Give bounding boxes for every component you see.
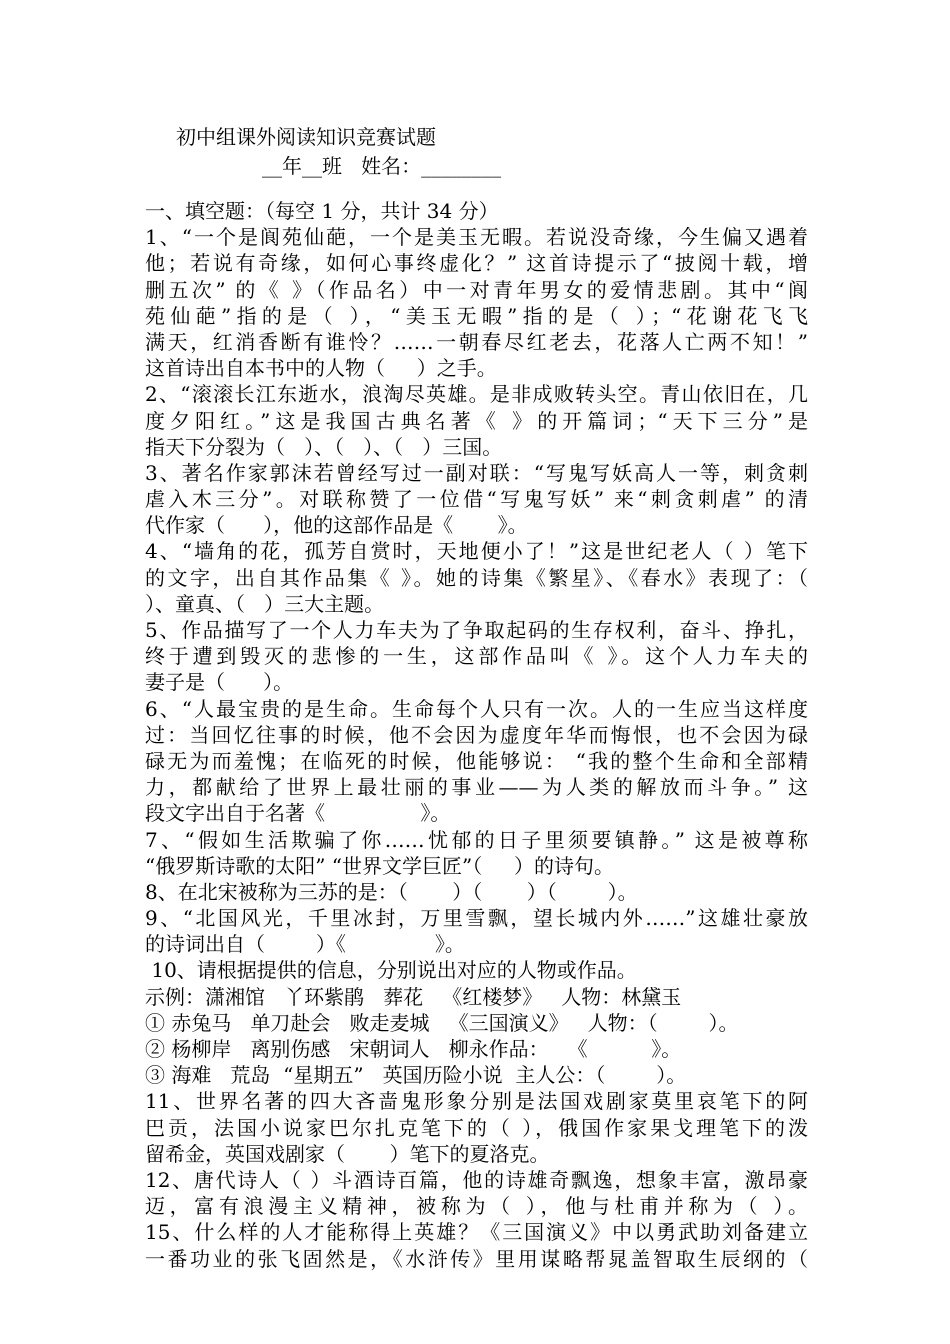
text-line: 巴贡，法国小说家巴尔扎克笔下的（ ），俄国作家果戈理笔下的泼 <box>145 1115 808 1140</box>
text-line: 9、“北国风光，千里冰封，万里雪飘，望长城内外……”这雄壮豪放 <box>145 906 808 931</box>
text-line: 碌无为而羞愧；在临死的时候，他能够说： “我的整个生命和全部精 <box>145 748 808 773</box>
text-line: 度夕阳红。”这是我国古典名著《 》的开篇词；“天下三分”是 <box>145 408 808 433</box>
text-line: 留希金，英国戏剧家（ ）笔下的夏洛克。 <box>145 1141 550 1166</box>
text-line: 指天下分裂为（ ）、（ ）、（ ）三国。 <box>145 434 503 459</box>
text-line: ③ 海难 荒岛 “星期五” 英国历险小说 主人公：（ ）。 <box>145 1063 687 1088</box>
text-line: 删五次” 的《 》（作品名）中一对青年男女的爱情悲剧。其中“阆 <box>145 277 808 302</box>
text-line: 4、“墙角的花，孤芳自赏时，天地便小了！”这是世纪老人（ ）笔下 <box>145 539 808 564</box>
text-line: “俄罗斯诗歌的太阳” “世界文学巨匠”（ ）的诗句。 <box>145 853 615 878</box>
text-line: 过：当回忆往事的时候，他不会因为虚度年华而悔恨，也不会因为碌 <box>145 722 808 747</box>
text-line: 段文字出自于名著《 》。 <box>145 801 451 826</box>
text-line: ② 杨柳岸 离别伤感 宋朝词人 柳永作品： 《 》。 <box>145 1037 682 1061</box>
text-line: 11、世界名著的四大吝啬鬼形象分别是法国戏剧家莫里哀笔下的阿 <box>145 1089 808 1114</box>
class-name-line: __年__班 姓名：________ <box>262 154 502 178</box>
text-line: ① 赤兔马 单刀赴会 败走麦城 《三国演义》 人物：（ ）。 <box>145 1010 739 1035</box>
text-line: 这首诗出自本书中的人物（ ）之手。 <box>145 356 497 381</box>
text-line: 8、在北宋被称为三苏的是：（ ）（ ）（ ）。 <box>145 879 638 904</box>
text-line: 12、唐代诗人（ ）斗酒诗百篇，他的诗雄奇飘逸，想象丰富，激昂豪 <box>145 1167 808 1192</box>
text-line: 代作家（ ），他的这部作品是《 》。 <box>145 513 528 538</box>
text-line: 虐入木三分”。对联称赞了一位借“写鬼写妖” 来“刺贪刺虐” 的清 <box>145 487 808 512</box>
text-line: 示例：潇湘馆 丫环紫鹃 葬花 《红楼梦》 人物：林黛玉 <box>145 984 682 1009</box>
question-body <box>145 198 808 1272</box>
text-line: 3、著名作家郭沫若曾经写过一副对联：“写鬼写妖高人一等，刺贪刺 <box>145 460 808 485</box>
text-line: 一番功业的张飞固然是，《水浒传》里用谋略帮晁盖智取生辰纲的（ <box>145 1246 808 1271</box>
text-line: 的文字，出自其作品集《 》。她的诗集《繁星》、《春水》表现了：（ <box>145 565 808 590</box>
text-line: 7、“假如生活欺骗了你……忧郁的日子里须要镇静。” 这是被尊称 <box>145 827 808 852</box>
text-line: 2、“滚滚长江东逝水，浪淘尽英雄。是非成败转头空。青山依旧在，几 <box>145 382 808 407</box>
text-line: 10、请根据提供的信息，分别说出对应的人物或作品。 <box>145 958 637 983</box>
text-line: 妻子是（ ）。 <box>145 670 294 695</box>
text-line: 满天，红消香断有谁怜？……一朝春尽红老去，花落人亡两不知！” <box>145 329 808 354</box>
text-line: ）、童真、（ ）三大主题。 <box>145 591 385 616</box>
text-line: 15、什么样的人才能称得上英雄？《三国演义》中以勇武助刘备建立 <box>145 1220 808 1245</box>
text-line: 6、“人最宝贵的是生命。生命每个人只有一次。人的一生应当这样度 <box>145 696 808 721</box>
text-line: 的诗词出自（ ）《 》。 <box>145 932 465 957</box>
text-line: 5、作品描写了一个人力车夫为了争取起码的生存权利，奋斗、挣扎， <box>145 618 808 642</box>
text-line: 终于遭到毁灭的悲惨的一生，这部作品叫《 》。这个人力车夫的 <box>145 644 808 669</box>
text-line: 苑仙葩”指的是（ ），“美玉无暇”指的是（ ）；“花谢花飞飞 <box>145 303 808 328</box>
text-line: 迈，富有浪漫主义精神，被称为（ ），他与杜甫并称为（ ）。 <box>145 1194 808 1219</box>
document-title: 初中组课外阅读知识竞赛试题 <box>176 125 436 149</box>
text-line: 他；若说有奇缘，如何心事终虚化？” 这首诗提示了“披阅十载，增 <box>145 251 808 276</box>
text-line: 力，都献给了世界上最壮丽的事业——为人类的解放而斗争。” 这 <box>145 775 808 800</box>
text-line: 1、“一个是阆苑仙葩，一个是美玉无暇。若说没奇缘，今生偏又遇着 <box>145 225 808 250</box>
text-line: 一、填空题：（每空 1 分，共计 34 分） <box>145 199 499 223</box>
